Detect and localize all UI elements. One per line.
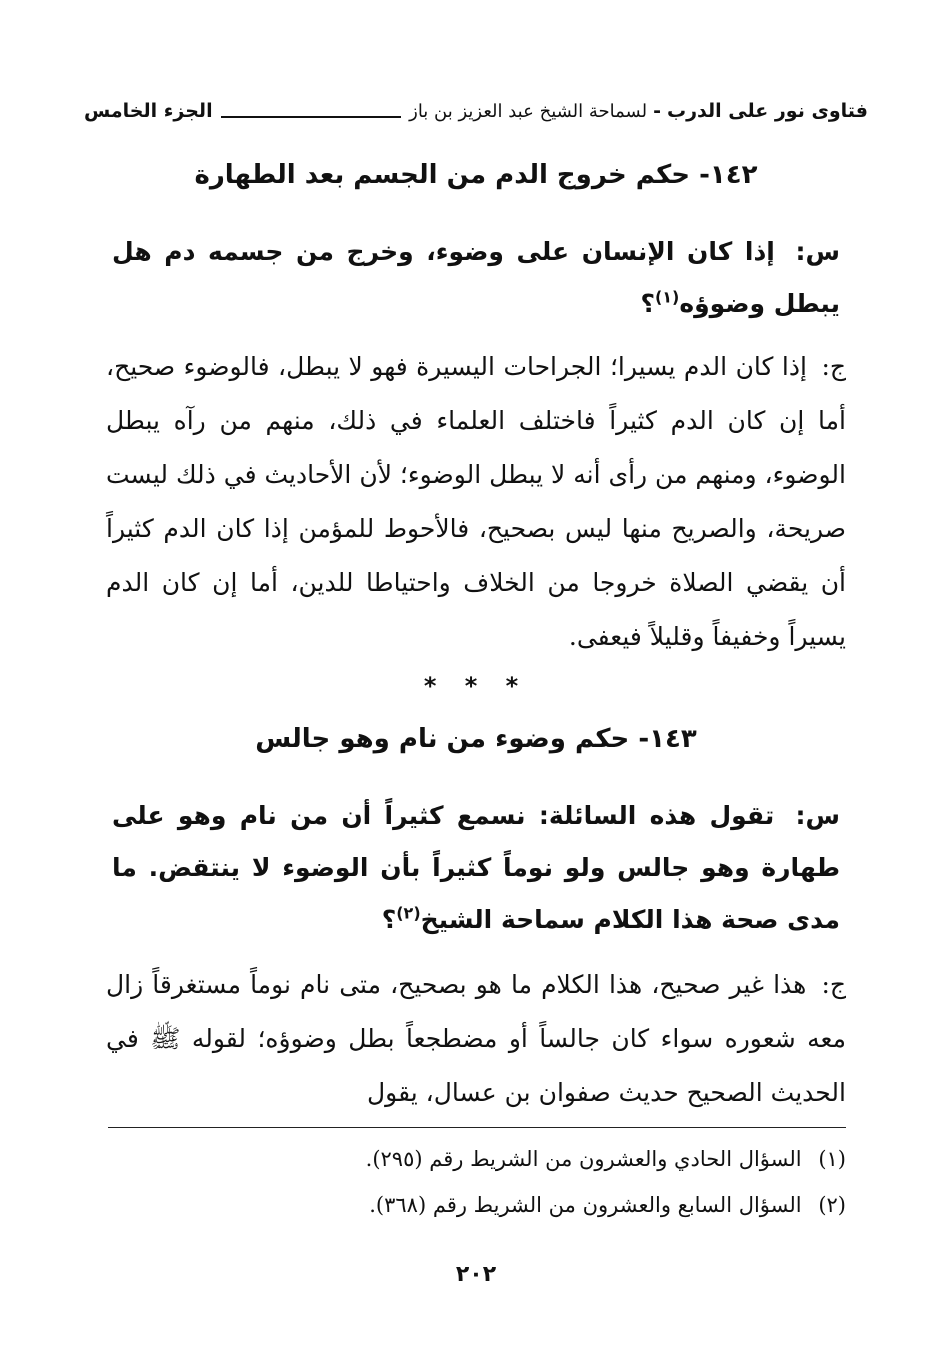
footnote-rule bbox=[108, 1127, 846, 1128]
answer-marker: ج: bbox=[821, 352, 846, 381]
footnote-text: السؤال السابع والعشرون من الشريط رقم (٣٦٨). bbox=[369, 1193, 802, 1217]
question-end: ؟ bbox=[381, 905, 397, 934]
section-title bbox=[90, 160, 862, 190]
question-text: تقول هذه السائلة: نسمع كثيراً أن من نام وهو على طهارة وهو جالس ولو نوماً كثيراً بأن الوضوء لا ينتقض. ما مدى صحة هذا الكلام سماحة الشيخ bbox=[112, 801, 840, 934]
answer-block bbox=[106, 340, 846, 664]
footnote-text: السؤال الحادي والعشرون من الشريط رقم (٢٩٥). bbox=[365, 1147, 802, 1171]
section-heading: حكم وضوء من نام وهو جالس bbox=[255, 724, 630, 754]
question-block bbox=[112, 226, 840, 330]
footnote-ref: (١) bbox=[654, 287, 680, 307]
question-block bbox=[112, 790, 840, 946]
header-rule bbox=[221, 116, 402, 118]
footnote-number: (٢) bbox=[818, 1193, 846, 1217]
volume-label: الجزء الخامس bbox=[84, 100, 213, 122]
page-number: ٢٠٢ bbox=[455, 1262, 497, 1287]
section-separator: * * * bbox=[423, 672, 529, 700]
section-number: ١٤٣- bbox=[638, 724, 697, 754]
footnote-item bbox=[106, 1136, 846, 1182]
author-name: لسماحة الشيخ عبد العزيز بن باز bbox=[409, 100, 648, 122]
footnotes bbox=[106, 1136, 846, 1228]
book-title: فتاوى نور على الدرب bbox=[667, 100, 868, 122]
running-header bbox=[84, 96, 868, 126]
question-marker: س: bbox=[795, 237, 840, 266]
question-marker: س: bbox=[795, 801, 840, 830]
question-end: ؟ bbox=[640, 289, 655, 318]
section-number: ١٤٢- bbox=[699, 160, 758, 190]
answer-marker: ج: bbox=[821, 970, 847, 999]
footnote-number: (١) bbox=[818, 1147, 846, 1171]
answer-block bbox=[106, 958, 846, 1120]
header-separator: - bbox=[653, 100, 661, 122]
answer-text: هذا غير صحيح، هذا الكلام ما هو بصحيح، متى نام نوماً مستغرقاً زال معه شعوره سواء كان جالساً أو مضطجعاً بطل وضوؤه؛ لقوله ﷺ في الحديث الصحيح حديث صفوان بن عسال، يقول bbox=[106, 970, 846, 1107]
footnote-item bbox=[106, 1182, 846, 1228]
question-text: إذا كان الإنسان على وضوء، وخرج من جسمه دم هل يبطل وضوؤه bbox=[112, 237, 840, 318]
footnote-ref: (٢) bbox=[396, 903, 421, 923]
section-title bbox=[90, 724, 862, 754]
section-heading: حكم خروج الدم من الجسم بعد الطهارة bbox=[194, 160, 691, 190]
answer-text: إذا كان الدم يسيرا؛ الجراحات اليسيرة فهو لا يبطل، فالوضوء صحيح، أما إن كان الدم كثيراً فاختلف العلماء في ذلك، منهم من رآه يبطل الوضوء، ومنهم من رأى أنه لا يبطل الوضوء؛ لأن الأحاديث في ذلك ليست صريحة، والصريح منها ليس بصحيح، فالأحوط للمؤمن إذا كان الدم كثيراً أن يقضي الصلاة خروجا من الخلاف واحتياطا للدين، أما إن كان الدم يسيراً وخفيفاً وقليلاً فيعفى. bbox=[106, 352, 846, 651]
